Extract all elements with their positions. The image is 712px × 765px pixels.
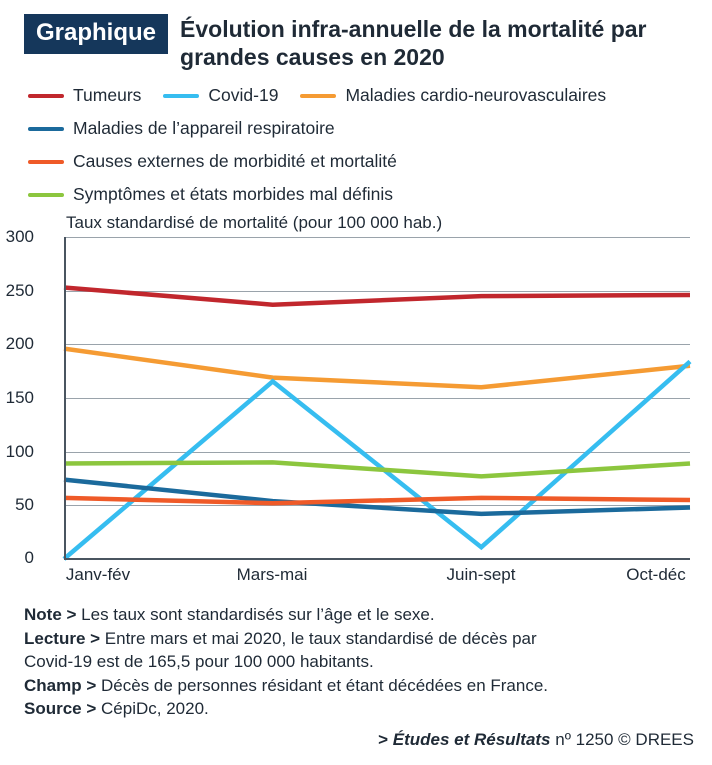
source-credit xyxy=(378,730,694,750)
footnotes xyxy=(24,604,696,722)
line-tumeurs xyxy=(64,288,690,305)
note-label: Note > xyxy=(24,605,77,624)
x-tick-label: Janv-fév xyxy=(65,565,131,585)
note-label: Champ > xyxy=(24,675,97,695)
legend-label: Symptômes et états morbides mal définis xyxy=(73,184,393,205)
x-tick-label: Mars-mai xyxy=(236,565,308,585)
legend-swatch-covid xyxy=(163,94,199,98)
legend-label: Covid-19 xyxy=(208,85,279,106)
source-publication: Études et Résultats xyxy=(392,730,551,749)
y-tick-label: 150 xyxy=(5,388,34,408)
legend-swatch-tumeurs xyxy=(28,94,64,98)
legend-swatch-cardio xyxy=(300,94,336,98)
y-tick-label: 100 xyxy=(5,441,34,461)
legend-swatch-respiratoire xyxy=(28,127,64,131)
x-tick-label: Oct-déc xyxy=(626,565,686,585)
legend-item xyxy=(28,182,393,207)
y-tick-label: 200 xyxy=(5,334,34,354)
y-tick-label: 0 xyxy=(24,548,34,568)
note-line xyxy=(24,698,696,721)
legend-item xyxy=(300,83,606,108)
note-text: Les taux sont standardisés sur l’âge et le sexe. xyxy=(76,605,435,624)
legend-label: Maladies cardio-neurovasculaires xyxy=(345,85,607,106)
legend-swatch-externes xyxy=(28,160,64,164)
note-line xyxy=(24,651,696,674)
note-label: Source > xyxy=(24,699,97,719)
title-row xyxy=(24,14,694,71)
legend-label: Tumeurs xyxy=(73,85,142,106)
line-externes xyxy=(64,498,690,503)
note-text: Décès de personnes résidant et étant décédées en France. xyxy=(96,675,549,695)
note-text: CépiDc, 2020. xyxy=(96,699,209,719)
y-tick-label: 250 xyxy=(5,280,34,300)
legend-swatch-symptomes xyxy=(28,193,64,197)
legend-label: Maladies de l’appareil respiratoire xyxy=(73,118,335,139)
line-respiratoire xyxy=(64,480,690,514)
chart-area xyxy=(0,213,712,583)
line-covid xyxy=(64,362,690,560)
graphique-tag: Graphique xyxy=(24,14,168,54)
note-line xyxy=(24,628,696,651)
y-axis-line xyxy=(64,237,66,559)
y-axis-title: Taux standardisé de mortalité (pour 100 000 hab.) xyxy=(66,213,443,233)
note-label: Lecture > xyxy=(24,628,101,648)
note-text: Covid-19 est de 165,5 pour 100 000 habitants. xyxy=(24,652,374,672)
legend-item xyxy=(163,83,278,108)
note-line xyxy=(24,604,696,627)
legend-label: Causes externes de morbidité et mortalité xyxy=(73,151,397,172)
source-suffix: nº 1250 © DREES xyxy=(550,730,694,749)
page-title: Évolution infra-annuelle de la mortalité par grandes causes en 2020 xyxy=(180,16,647,71)
chart-header xyxy=(0,0,712,71)
x-axis-line xyxy=(64,558,690,560)
note-text: Entre mars et mai 2020, le taux standardisé de décès par xyxy=(100,628,537,648)
legend-item xyxy=(28,116,335,141)
line-cardio xyxy=(64,349,690,388)
y-tick-label: 50 xyxy=(15,495,34,515)
plot-region xyxy=(5,227,690,568)
legend-item xyxy=(28,83,141,108)
legend-item xyxy=(28,149,397,174)
x-tick-label: Juin-sept xyxy=(446,565,516,585)
source-prefix: > xyxy=(378,730,393,749)
note-line xyxy=(24,675,696,698)
y-tick-label: 300 xyxy=(5,227,34,247)
series-lines xyxy=(64,237,690,559)
chart-legend xyxy=(28,83,688,207)
